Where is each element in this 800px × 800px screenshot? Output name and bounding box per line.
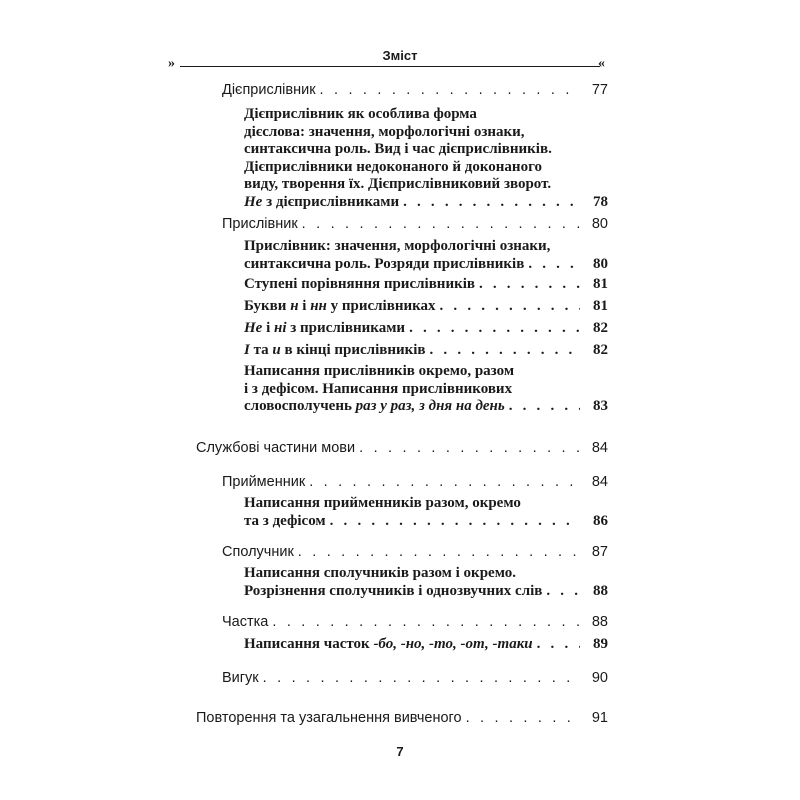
- toc-entry-title: Прислівник: [222, 216, 298, 232]
- toc-page-number: 84: [591, 440, 608, 456]
- toc-entry-title: Частка: [222, 614, 269, 630]
- toc-page-number: 80: [591, 216, 608, 232]
- toc-entry-dieprysl-forma[interactable]: [244, 106, 608, 211]
- italic-term: -бо, -но, -то, -от, -таки: [373, 636, 533, 652]
- toc-entry-prysl[interactable]: [222, 216, 608, 234]
- toc-entry-line: Прислівник: значення, морфологічні ознаки,: [244, 238, 551, 254]
- toc-entry-line: Дієприслівник як особлива форма: [244, 106, 477, 122]
- toc-entry-povtorennia[interactable]: [196, 710, 608, 728]
- toc-dot-leader: [430, 342, 580, 360]
- toc-entry-prysl-stupeni[interactable]: [244, 276, 608, 294]
- toc-entry-title: Написання часток -бо, -но, -то, -от, -таки: [244, 636, 533, 652]
- italic-term: раз у раз, з дня на день: [355, 398, 505, 414]
- italic-term: нн: [310, 298, 327, 314]
- header-ornament-left: »: [168, 56, 175, 71]
- toc-dot-leader: [272, 614, 580, 632]
- toc-dot-leader: [302, 216, 580, 234]
- toc-entry-sluzhbovi[interactable]: [196, 440, 608, 458]
- toc-entry-spoluch-napysannia[interactable]: [244, 565, 608, 600]
- toc-dot-leader: [537, 636, 580, 654]
- toc-dot-leader: [528, 256, 580, 274]
- toc-entry-prysl-ne-ni[interactable]: [244, 320, 608, 338]
- toc-entry-line: Написання прислівників окремо, разом: [244, 363, 515, 379]
- toc-entry-chastka[interactable]: [222, 614, 608, 632]
- toc-page-number: 91: [591, 710, 608, 726]
- toc-page-number: 83: [593, 398, 608, 414]
- toc-dot-leader: [298, 544, 580, 562]
- toc-dot-leader: [509, 398, 580, 416]
- toc-page-number: 81: [593, 276, 608, 292]
- toc-page-number: 88: [593, 582, 608, 599]
- italic-term: Не: [244, 320, 263, 336]
- toc-dot-leader: [309, 474, 580, 492]
- toc-entry-title: Дієприслівник: [222, 82, 316, 98]
- italic-term: ні: [274, 320, 287, 336]
- toc-dot-leader: [440, 298, 580, 316]
- toc-page-number: 82: [593, 342, 608, 358]
- header-rule: [180, 66, 600, 67]
- toc-page-number: 86: [593, 512, 608, 529]
- toc-entry-line: Написання прийменників разом, окремо: [244, 495, 521, 511]
- toc-dot-leader: [330, 513, 580, 531]
- toc-page-number: 77: [591, 82, 608, 98]
- toc-dot-leader: [479, 276, 580, 294]
- toc-entry-title: Вигук: [222, 670, 259, 686]
- toc-entry-line: і з дефісом. Написання прислівникових: [244, 380, 513, 397]
- italic-term: Не: [244, 193, 263, 210]
- toc-entry-line: дієслова: значення, морфологічні ознаки,: [244, 123, 525, 140]
- toc-entry-title: Розрізнення сполучників і однозвучних слів: [244, 582, 543, 599]
- toc-entry-title: синтаксична роль. Розряди прислівників: [244, 255, 525, 272]
- toc-entry-prysl-n-nn[interactable]: [244, 298, 608, 316]
- toc-page-number: 80: [593, 255, 608, 272]
- toc-entry-line: виду, творення їх. Дієприслівниковий зворот.: [244, 176, 552, 192]
- toc-dot-leader: [546, 583, 580, 601]
- toc-entry-prysl-i-y[interactable]: [244, 342, 608, 360]
- toc-entry-title: Не з дієприслівниками: [244, 193, 400, 210]
- page-header-title: Зміст: [382, 48, 418, 63]
- toc-page-number: 90: [591, 670, 608, 686]
- header-ornament-right: «: [598, 56, 605, 71]
- toc-entry-title: І та и в кінці прислівників: [244, 342, 426, 358]
- toc-entry-title: Прийменник: [222, 474, 306, 490]
- toc-dot-leader: [263, 670, 580, 688]
- toc-entry-vyhuk[interactable]: [222, 670, 608, 688]
- italic-term: н: [290, 298, 299, 314]
- toc-dot-leader: [320, 82, 580, 100]
- toc-entry-line: Дієприслівники недоконаного й доконаного: [244, 158, 543, 175]
- toc-dot-leader: [403, 194, 580, 212]
- toc-page-number: 84: [591, 474, 608, 490]
- toc-entry-prysl-napysannia[interactable]: [244, 363, 608, 416]
- toc-dot-leader: [409, 320, 580, 338]
- toc-entry-line: синтаксична роль. Вид і час дієприслівників.: [244, 141, 552, 157]
- toc-entry-title: Не і ні з прислівниками: [244, 320, 406, 336]
- toc-entry-title: Сполучник: [222, 544, 294, 560]
- italic-term: и: [272, 342, 281, 358]
- toc-dot-leader: [466, 710, 580, 728]
- toc-entry-line: Написання сполучників разом і окремо.: [244, 565, 516, 581]
- toc-page-number: 82: [593, 320, 608, 336]
- toc-page-number: 87: [591, 544, 608, 560]
- page-number: 7: [396, 744, 404, 759]
- toc-entry-prysl-znachennia[interactable]: [244, 238, 608, 273]
- toc-entry-title: Ступені порівняння прислівників: [244, 276, 475, 292]
- toc-page-number: 78: [593, 193, 608, 210]
- toc-dot-leader: [359, 440, 580, 458]
- italic-term: І: [244, 342, 250, 358]
- toc-page-number: 88: [591, 614, 608, 630]
- toc-entry-title: Службові частини мови: [196, 440, 356, 456]
- toc-entry-spoluchnyk[interactable]: [222, 544, 608, 562]
- toc-entry-title: Повторення та узагальнення вивченого: [196, 710, 462, 726]
- toc-entry-chastka-napysannia[interactable]: [244, 636, 608, 654]
- toc-entry-title: Букви н і нн у прислівниках: [244, 298, 436, 314]
- toc-entry-title: та з дефісом: [244, 512, 326, 529]
- toc-page-number: 81: [593, 298, 608, 314]
- toc-entry-dieprysl[interactable]: [222, 82, 608, 100]
- toc-entry-pryim-napysannia[interactable]: [244, 495, 608, 530]
- toc-entry-title: словосполучень раз у раз, з дня на день: [244, 398, 505, 414]
- toc-entry-pryimennyk[interactable]: [222, 474, 608, 492]
- toc-page-number: 89: [593, 636, 608, 652]
